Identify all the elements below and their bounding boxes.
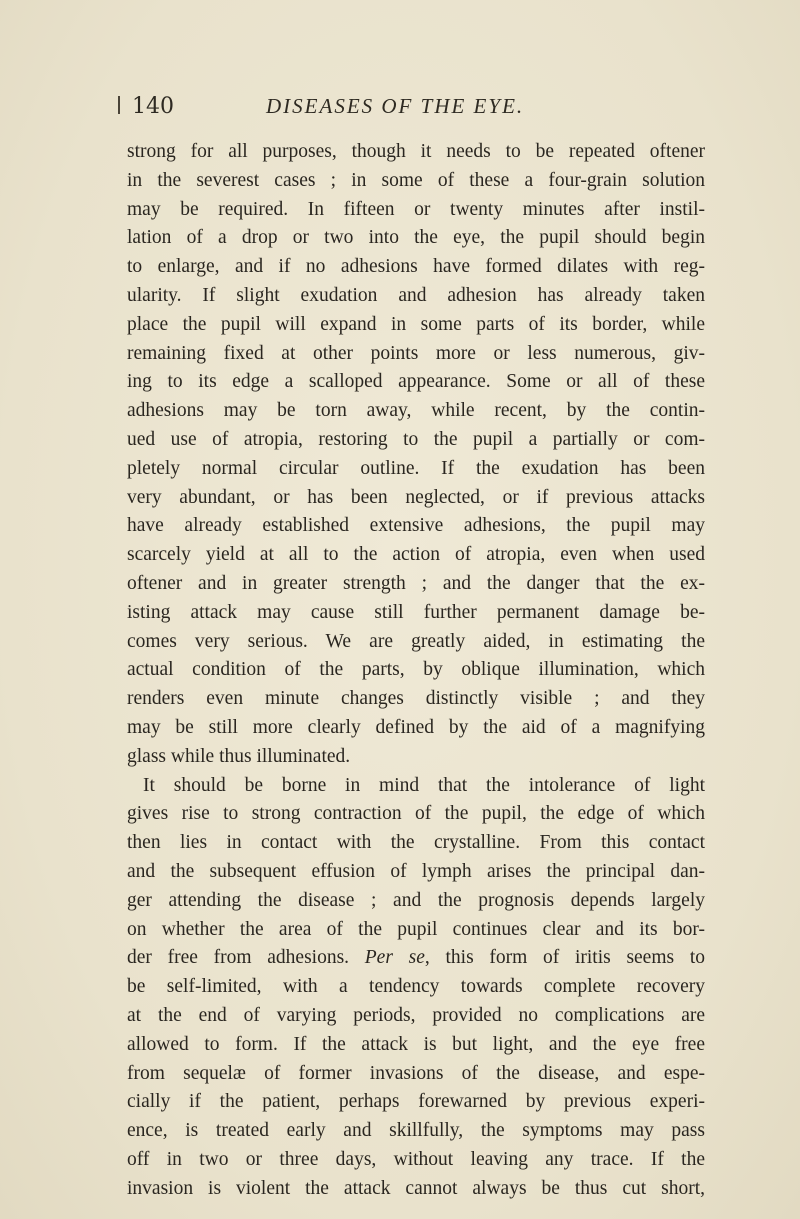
margin-mark <box>118 96 120 114</box>
text-line: in the severest cases ; in some of these a four-grain solution <box>127 169 705 191</box>
text-line: cially if the patient, perhaps forewarned by previous experi- <box>127 1091 705 1113</box>
text-line: be self-limited, with a tendency towards complete recovery <box>127 976 705 998</box>
text-line: scarcely yield at all to the action of atropia, even when used <box>127 544 705 566</box>
text-line: ger attending the disease ; and the prognosis depends largely <box>127 889 705 911</box>
text-line: oftener and in greater strength ; and the danger that the ex- <box>127 572 705 594</box>
text-line: at the end of varying periods, provided no complications are <box>127 1004 705 1026</box>
text-line: may be required. In fifteen or twenty minutes after instil- <box>127 198 705 220</box>
text-line: lation of a drop or two into the eye, the pupil should begin <box>127 227 705 249</box>
text-line: invasion is violent the attack cannot always be thus cut short, <box>127 1177 705 1199</box>
page-header <box>118 94 678 130</box>
latin-phrase: Per se <box>364 947 425 969</box>
text-line: place the pupil will expand in some parts of its border, while <box>127 313 705 335</box>
paragraph-start-line: It should be borne in mind that the intolerance of light <box>143 774 705 796</box>
text-line: to enlarge, and if no adhesions have formed dilates with reg- <box>127 256 705 278</box>
paragraph-end-line: glass while thus illuminated. <box>127 745 351 767</box>
text-line: very abundant, or has been neglected, or if previous attacks <box>127 486 705 508</box>
body-text <box>127 138 705 1203</box>
text-line: remaining fixed at other points more or less numerous, giv- <box>127 342 705 364</box>
text-line: pletely normal circular outline. If the exudation has been <box>127 457 705 479</box>
text-line: from sequelæ of former invasions of the disease, and espe- <box>127 1062 705 1084</box>
text-line: gives rise to strong contraction of the pupil, the edge of which <box>127 803 705 825</box>
text-line: have already established extensive adhesions, the pupil may <box>127 515 705 537</box>
text-line: isting attack may cause still further permanent damage be- <box>127 601 705 623</box>
text-line: strong for all purposes, though it needs to be repeated oftener <box>127 141 705 162</box>
text-line: off in two or three days, without leaving any trace. If the <box>127 1148 705 1170</box>
text-line: der free from adhesions. Per se, this form of iritis seems to <box>127 947 705 969</box>
text-line: actual condition of the parts, by oblique illumination, which <box>127 659 705 681</box>
running-head: DISEASES OF THE EYE. <box>266 94 525 118</box>
text-line: may be still more clearly defined by the aid of a magnifying <box>127 716 705 738</box>
text-line: ued use of atropia, restoring to the pupil a partially or com- <box>127 428 705 450</box>
text-line: and the subsequent effusion of lymph arises the principal dan- <box>127 860 705 882</box>
text-line: ing to its edge a scalloped appearance. Some or all of these <box>127 371 705 393</box>
text-line: then lies in contact with the crystalline. From this contact <box>127 832 705 854</box>
text-line: on whether the area of the pupil continues clear and its bor- <box>127 918 705 940</box>
text-line: comes very serious. We are greatly aided, in estimating the <box>127 630 705 652</box>
page-number: 140 <box>132 94 174 119</box>
text-line: ularity. If slight exudation and adhesion has already taken <box>127 284 705 306</box>
text-line: adhesions may be torn away, while recent, by the contin- <box>127 400 705 422</box>
text-line: renders even minute changes distinctly visible ; and they <box>127 688 705 710</box>
text-line: allowed to form. If the attack is but light, and the eye free <box>127 1033 705 1055</box>
text-line: ence, is treated early and skillfully, the symptoms may pass <box>127 1120 705 1142</box>
